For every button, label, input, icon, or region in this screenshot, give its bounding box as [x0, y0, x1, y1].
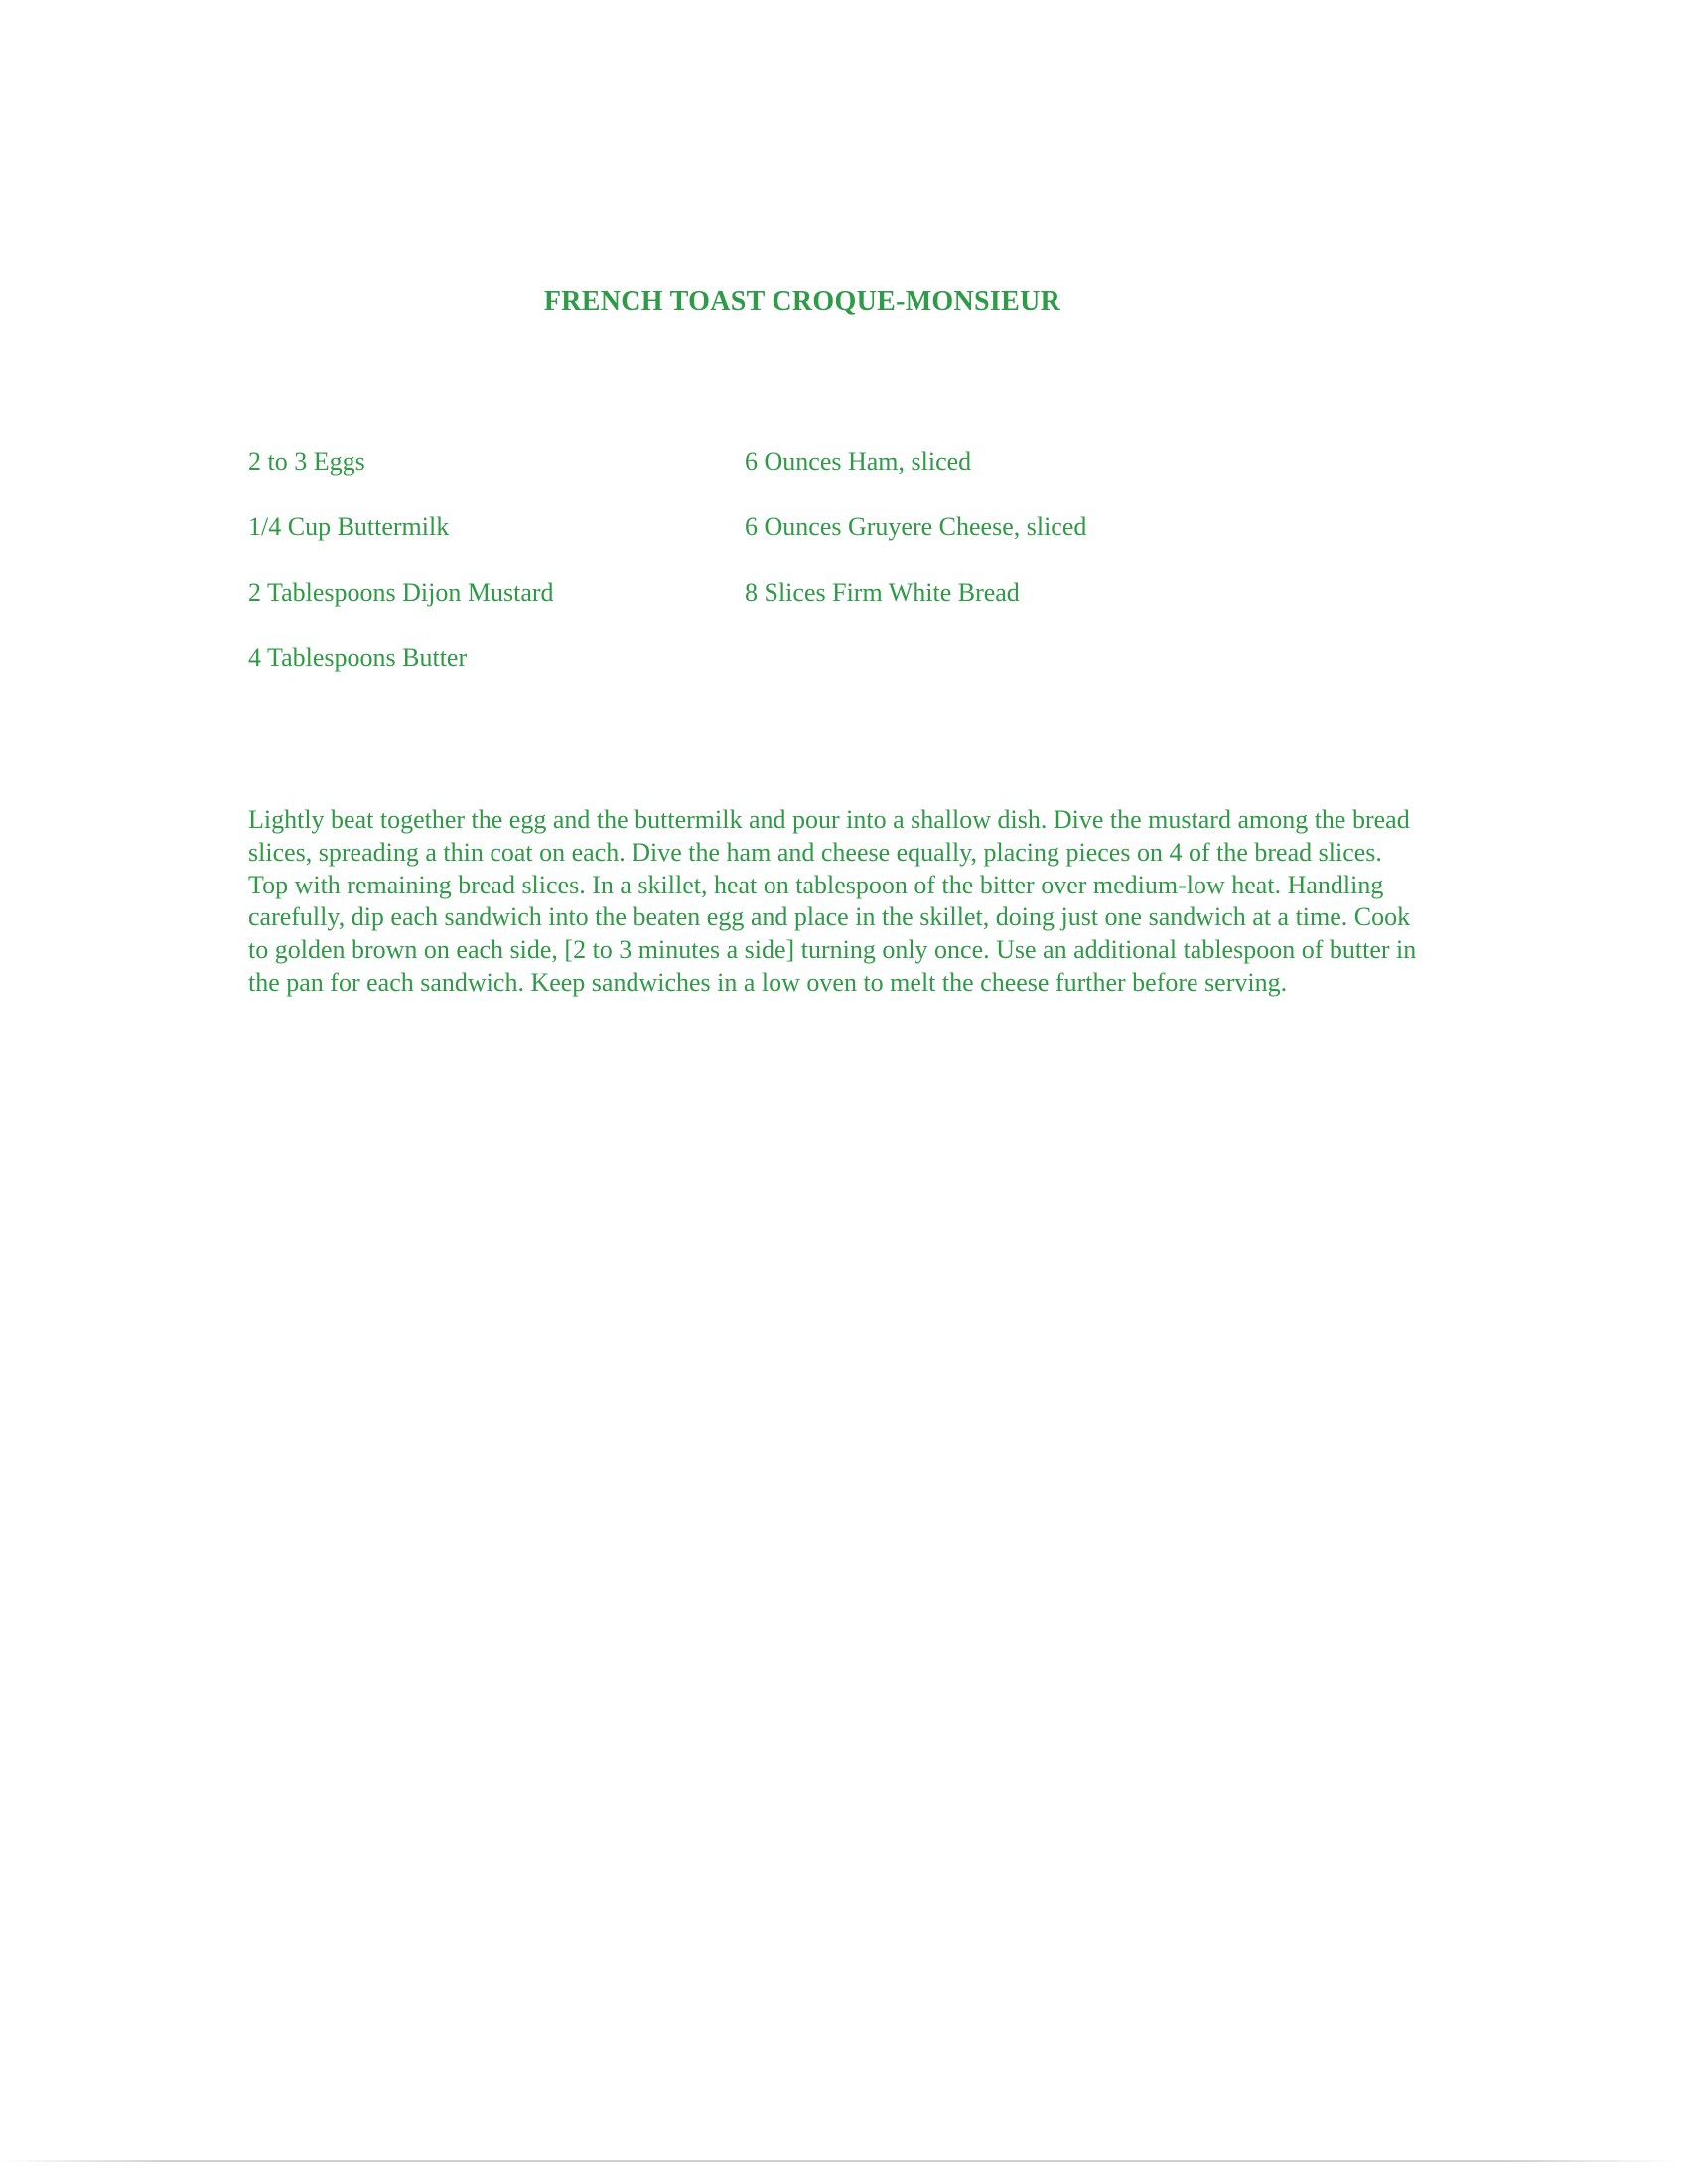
ingredient-item: 2 to 3 Eggs: [248, 447, 365, 476]
ingredient-item: 6 Ounces Ham, sliced: [745, 447, 972, 476]
ingredient-item: 6 Ounces Gruyere Cheese, sliced: [745, 512, 1087, 541]
scan-edge-line: [0, 2160, 1678, 2162]
ingredients-column-left: [248, 447, 554, 709]
ingredient-item: 8 Slices Firm White Bread: [745, 578, 1020, 607]
recipe-directions: Lightly beat together the egg and the buttermilk and pour into a shallow dish. Dive the mustard among the bread slices, spreading a thin coat on each. Dive the ham and cheese equally, placing pieces on 4 of the bread slices. Top with remaining bread slices. In a skillet, heat on tablespoon of the bitter over medium-low heat. Handling carefully, dip each sandwich into the beaten egg and place in the skillet, doing just one sandwich at a time. Cook to golden brown on each side, [2 to 3 minutes a side] turning only once. Use an additional tablespoon of butter in the pan for each sandwich. Keep sandwiches in a low oven to melt the cheese further before serving.: [248, 805, 1417, 997]
recipe-title: FRENCH TOAST CROQUE-MONSIEUR: [543, 286, 1061, 317]
ingredients-column-right: [745, 447, 1086, 643]
ingredient-item: 1/4 Cup Buttermilk: [248, 512, 450, 541]
ingredient-item: 4 Tablespoons Butter: [248, 643, 468, 672]
ingredient-item: 2 Tablespoons Dijon Mustard: [248, 578, 554, 607]
